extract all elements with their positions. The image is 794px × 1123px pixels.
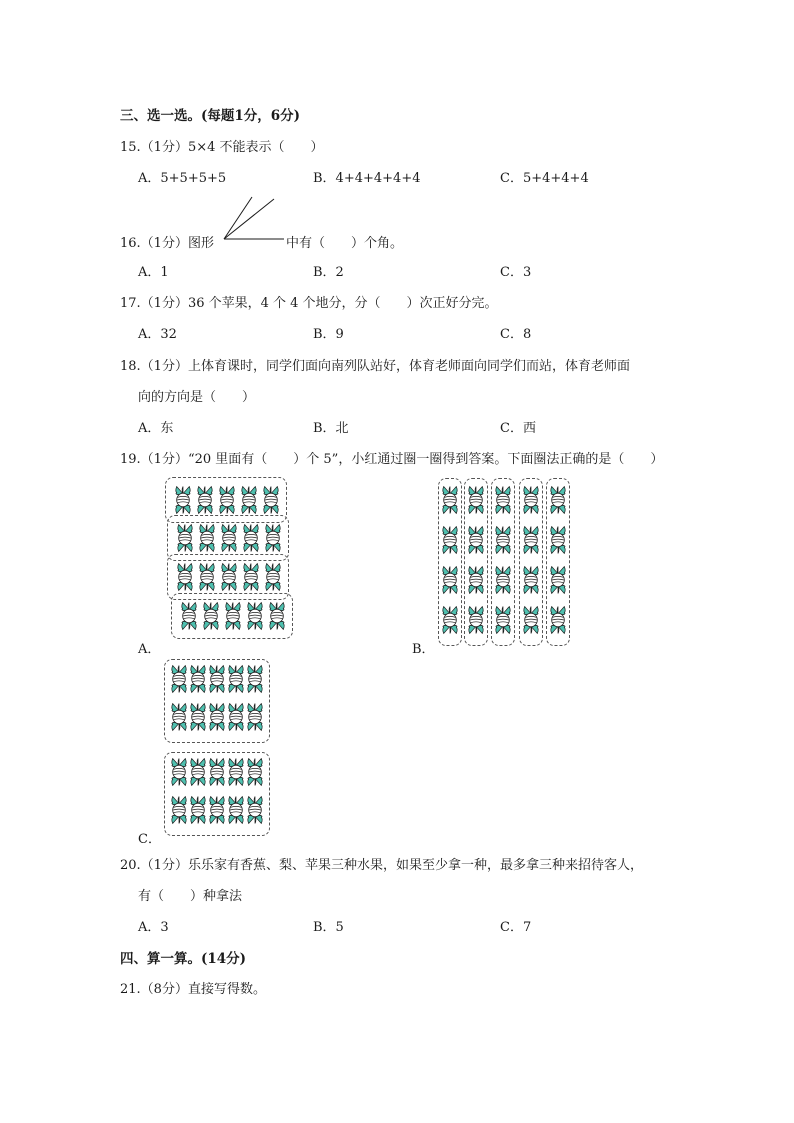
q19-option-a[interactable]: A．	[138, 642, 161, 657]
question-21-stem: 21.（8分）直接写得数。	[120, 982, 266, 997]
candy-icon	[467, 484, 485, 516]
q20-option-a[interactable]: A．3	[138, 920, 169, 935]
candy-icon	[246, 663, 264, 695]
candy-icon	[170, 794, 188, 826]
candy-icon	[467, 604, 485, 636]
q15-option-b[interactable]: B．4+4+4+4+4	[313, 171, 421, 186]
q17-option-b[interactable]: B．9	[313, 327, 344, 342]
candy-icon	[441, 524, 459, 556]
candy-icon	[549, 484, 567, 516]
candy-icon	[180, 600, 198, 632]
candy-icon	[262, 484, 280, 516]
candy-icon	[170, 756, 188, 788]
candy-icon	[246, 701, 264, 733]
question-17-stem: 17.（1分）36 个苹果，4 个 4 个地分，分（ ）次正好分完。	[120, 296, 498, 311]
candy-icon	[198, 561, 216, 593]
candy-icon	[246, 756, 264, 788]
candy-icon	[549, 564, 567, 596]
candy-icon	[170, 663, 188, 695]
question-18-stem-line1: 18.（1分）上体育课时，同学们面向南列队站好，体育老师面向同学们而站，体育老师面	[120, 359, 630, 374]
candy-icon	[246, 600, 264, 632]
section-four-title: 四、算一算。(14分)	[120, 951, 247, 967]
candy-icon	[170, 701, 188, 733]
candy-icon	[467, 524, 485, 556]
candy-icon	[494, 484, 512, 516]
candy-icon	[227, 756, 245, 788]
q16-option-a[interactable]: A．1	[138, 265, 169, 280]
candy-icon	[227, 663, 245, 695]
q16-option-c[interactable]: C．3	[500, 265, 532, 280]
candy-icon	[494, 564, 512, 596]
angle-figure-icon	[222, 195, 286, 243]
candy-icon	[174, 484, 192, 516]
candy-icon	[208, 663, 226, 695]
candy-icon	[208, 701, 226, 733]
question-20-stem-line2: 有（ ）种拿法	[138, 889, 243, 904]
question-20-stem-line1: 20.（1分）乐乐家有香蕉、梨、苹果三种水果，如果至少拿一种，最多拿三种来招待客人，	[120, 858, 643, 873]
question-16-stem-prefix: 16.（1分）图形	[120, 236, 214, 251]
q17-option-c[interactable]: C．8	[500, 327, 532, 342]
candy-icon	[264, 561, 282, 593]
candy-icon	[227, 794, 245, 826]
candy-icon	[264, 522, 282, 554]
candy-icon	[549, 604, 567, 636]
question-15-stem: 15.（1分）5×4 不能表示（ ）	[120, 140, 324, 155]
candy-icon	[549, 524, 567, 556]
candy-icon	[208, 794, 226, 826]
candy-icon	[202, 600, 220, 632]
candy-icon	[196, 484, 214, 516]
candy-icon	[494, 524, 512, 556]
q19-option-c[interactable]: C．	[138, 832, 161, 847]
candy-icon	[189, 756, 207, 788]
candy-icon	[441, 564, 459, 596]
candy-icon	[494, 604, 512, 636]
candy-icon	[242, 522, 260, 554]
candy-icon	[176, 522, 194, 554]
q18-option-a[interactable]: A．东	[138, 421, 174, 436]
candy-icon	[198, 522, 216, 554]
candy-icon	[268, 600, 286, 632]
q20-option-c[interactable]: C．7	[500, 920, 532, 935]
candy-icon	[220, 561, 238, 593]
q17-option-a[interactable]: A．32	[138, 327, 177, 342]
q15-option-c[interactable]: C．5+4+4+4	[500, 171, 589, 186]
candy-icon	[522, 484, 540, 516]
q18-option-b[interactable]: B．北	[313, 421, 349, 436]
candy-icon	[246, 794, 264, 826]
candy-icon	[240, 484, 258, 516]
question-16-stem-suffix: 中有（ ）个角。	[286, 236, 404, 251]
candy-icon	[224, 600, 242, 632]
candy-icon	[218, 484, 236, 516]
q18-option-c[interactable]: C．西	[500, 421, 536, 436]
candy-icon	[522, 524, 540, 556]
candy-icon	[189, 701, 207, 733]
candy-icon	[189, 663, 207, 695]
candy-icon	[208, 756, 226, 788]
candy-icon	[441, 484, 459, 516]
section-three-title: 三、选一选。(每题1分，6分)	[120, 108, 301, 124]
q15-option-a[interactable]: A．5+5+5+5	[138, 171, 227, 186]
candy-icon	[467, 564, 485, 596]
question-19-stem: 19.（1分）“20 里面有（ ）个 5”，小红通过圈一圈得到答案。下面圈法正确的是（ ）	[120, 452, 664, 467]
candy-icon	[227, 701, 245, 733]
candy-icon	[176, 561, 194, 593]
candy-icon	[522, 564, 540, 596]
candy-icon	[242, 561, 260, 593]
candy-icon	[220, 522, 238, 554]
q19-option-b[interactable]: B．	[412, 642, 435, 657]
q16-option-b[interactable]: B．2	[313, 265, 344, 280]
candy-icon	[522, 604, 540, 636]
question-18-stem-line2: 向的方向是（ ）	[138, 390, 256, 405]
q20-option-b[interactable]: B．5	[313, 920, 344, 935]
candy-icon	[189, 794, 207, 826]
candy-icon	[441, 604, 459, 636]
